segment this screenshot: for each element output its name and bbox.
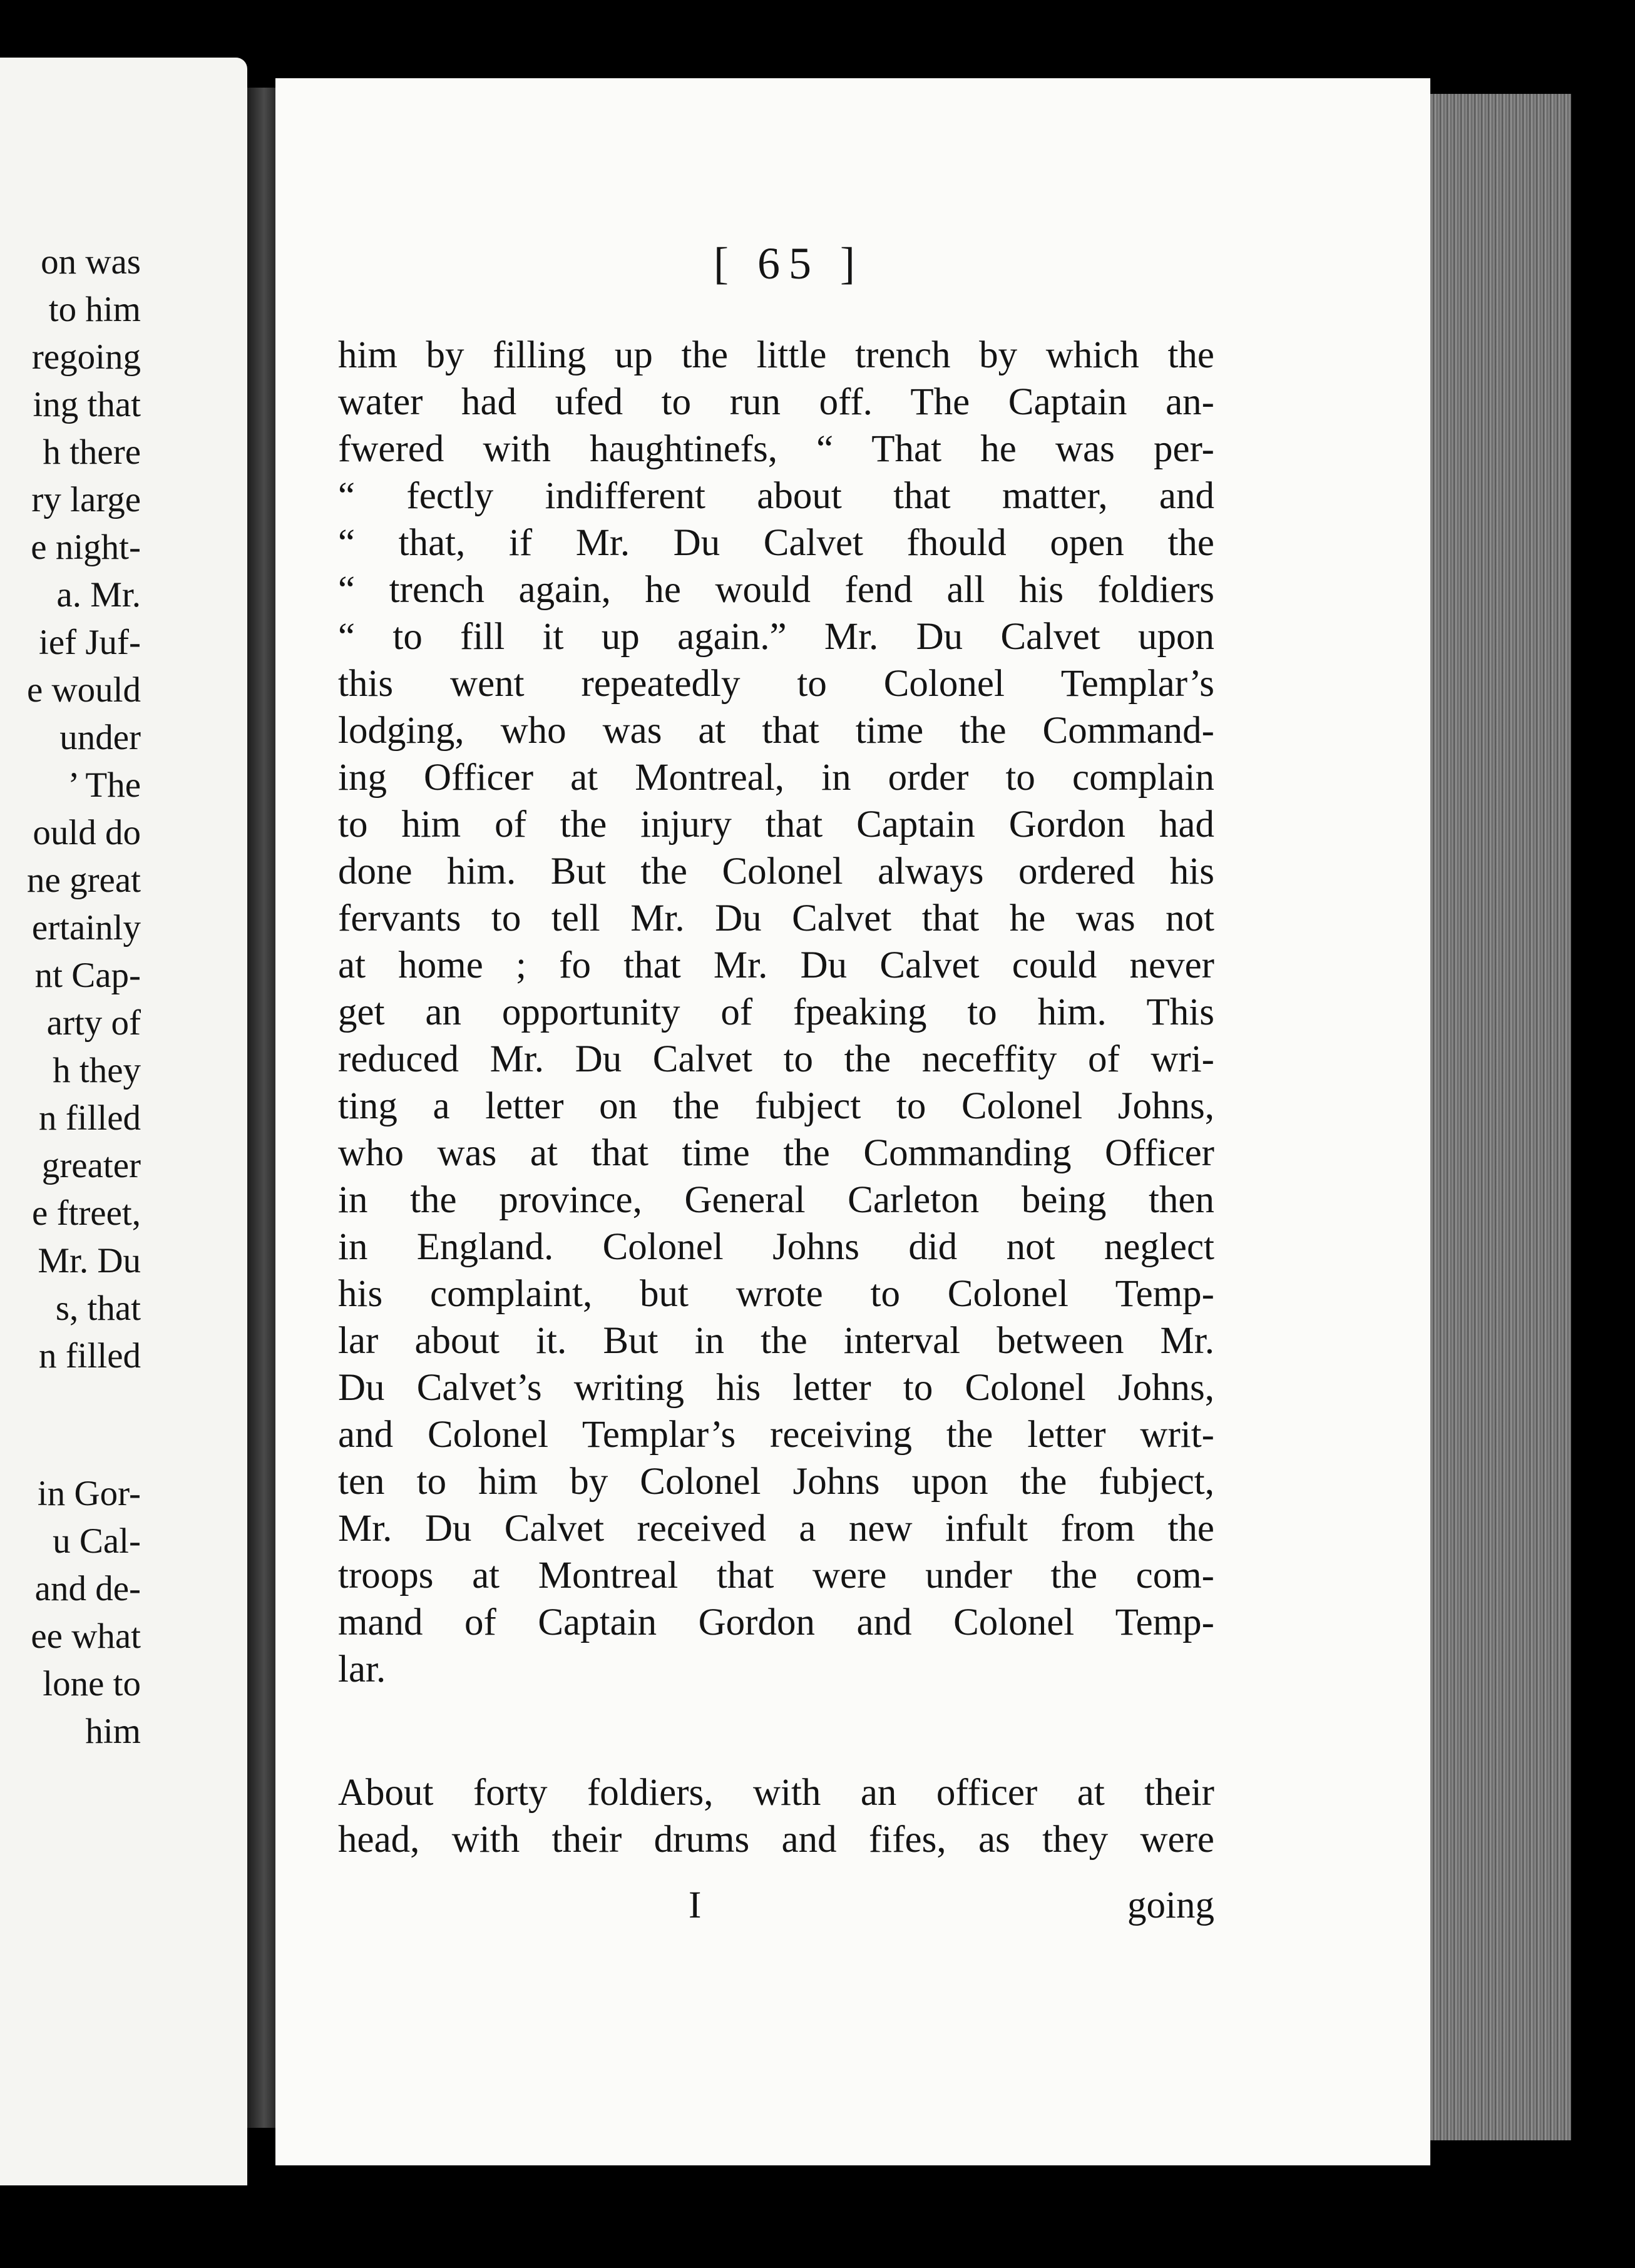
text-line: “ trench again, he would fend all his foldiers	[338, 569, 1214, 611]
text-line: lar about it. But in the interval between Mr.	[338, 1320, 1214, 1362]
text-line: “ to fill it up again.” Mr. Du Calvet upon	[338, 616, 1214, 658]
text-line: this went repeatedly to Colonel Templar’s	[338, 663, 1214, 705]
text-line: to him of the injury that Captain Gordon had	[338, 804, 1214, 845]
left-page-fragment: arty of	[46, 1003, 141, 1043]
text-line: ing Officer at Montreal, in order to complain	[338, 757, 1214, 799]
left-page-fragment: n filled	[38, 1336, 141, 1376]
text-line: mand of Captain Gordon and Colonel Temp-	[338, 1601, 1214, 1643]
left-page-fragment: nt Cap-	[34, 956, 141, 995]
paragraph-gap	[338, 1693, 1214, 1769]
text-line: “ fectly indifferent about that matter, and	[338, 475, 1214, 517]
left-page-fragment: to him	[48, 290, 141, 329]
left-page-fragment: and de-	[34, 1569, 141, 1608]
text-line: ting a letter on the fubject to Colonel Johns,	[338, 1085, 1214, 1127]
left-page-fragment: e would	[26, 670, 141, 710]
book-gutter	[247, 88, 275, 2128]
text-line: reduced Mr. Du Calvet to the neceffity of wri-	[338, 1038, 1214, 1080]
left-page-fragment: him	[85, 1712, 141, 1751]
body-text	[338, 332, 1214, 1863]
page-number: [ 65 ]	[714, 238, 864, 289]
signature-mark: I	[689, 1884, 702, 1926]
text-line: who was at that time the Commanding Officer	[338, 1132, 1214, 1174]
text-line: fwered with haughtinefs, “ That he was per-	[338, 428, 1214, 470]
left-page-fragment: ne great	[27, 861, 141, 900]
text-line: get an opportunity of fpeaking to him. This	[338, 991, 1214, 1033]
left-page-fragment: ertainly	[31, 908, 141, 948]
left-page-fragment: regoing	[31, 337, 141, 377]
left-page-fragment: a. Mr.	[56, 575, 141, 615]
text-line: water had ufed to run off. The Captain an-	[338, 381, 1214, 423]
text-line: head, with their drums and fifes, as they were	[338, 1819, 1214, 1861]
left-page-fragment: ee what	[31, 1617, 141, 1656]
text-line: his complaint, but wrote to Colonel Temp-	[338, 1273, 1214, 1315]
text-line: lar.	[338, 1648, 386, 1690]
left-page-fragment: lone to	[43, 1664, 141, 1704]
left-page-fragment: Mr. Du	[38, 1241, 141, 1280]
left-page-fragment: s, that	[55, 1289, 141, 1328]
left-page-fragment: h there	[43, 432, 141, 472]
left-page-fragment: in Gor-	[37, 1474, 141, 1513]
text-line: at home ; fo that Mr. Du Calvet could never	[338, 944, 1214, 986]
left-page-fragment: e ftreet,	[31, 1193, 141, 1233]
text-line: “ that, if Mr. Du Calvet fhould open the	[338, 522, 1214, 564]
left-page-fragment: h they	[53, 1051, 141, 1090]
text-line: About forty foldiers, with an officer at their	[338, 1772, 1214, 1814]
left-page-fragment: ing that	[33, 385, 141, 424]
left-page-fragment: ief Juf-	[38, 623, 141, 662]
text-line: him by filling up the little trench by which the	[338, 334, 1214, 376]
text-line: done him. But the Colonel always ordered his	[338, 850, 1214, 892]
facing-page-left	[0, 58, 247, 2185]
left-page-fragment: under	[59, 718, 141, 757]
left-page-fragment: u Cal-	[53, 1521, 141, 1561]
catchword: going	[1127, 1884, 1214, 1926]
text-line: troops at Montreal that were under the com-	[338, 1555, 1214, 1596]
text-line: in the province, General Carleton being then	[338, 1179, 1214, 1221]
text-line: Du Calvet’s writing his letter to Colonel Johns,	[338, 1367, 1214, 1409]
left-page-fragment: ’ The	[68, 765, 141, 805]
text-line: ten to him by Colonel Johns upon the fubject,	[338, 1461, 1214, 1503]
text-line: lodging, who was at that time the Command-	[338, 710, 1214, 752]
text-line: Mr. Du Calvet received a new infult from the	[338, 1508, 1214, 1550]
page-edges	[1430, 94, 1571, 2140]
footer-line	[338, 1884, 1214, 1931]
text-line: and Colonel Templar’s receiving the letter writ-	[338, 1414, 1214, 1456]
text-line: in England. Colonel Johns did not neglect	[338, 1226, 1214, 1268]
left-page-fragment: e night-	[31, 528, 141, 567]
left-page-fragment: n filled	[38, 1098, 141, 1138]
left-page-fragment: greater	[41, 1146, 141, 1185]
text-line: fervants to tell Mr. Du Calvet that he was not	[338, 897, 1214, 939]
left-page-fragment: on was	[41, 242, 141, 282]
left-page-fragment: ould do	[33, 813, 141, 852]
left-page-fragment: ry large	[31, 480, 141, 519]
